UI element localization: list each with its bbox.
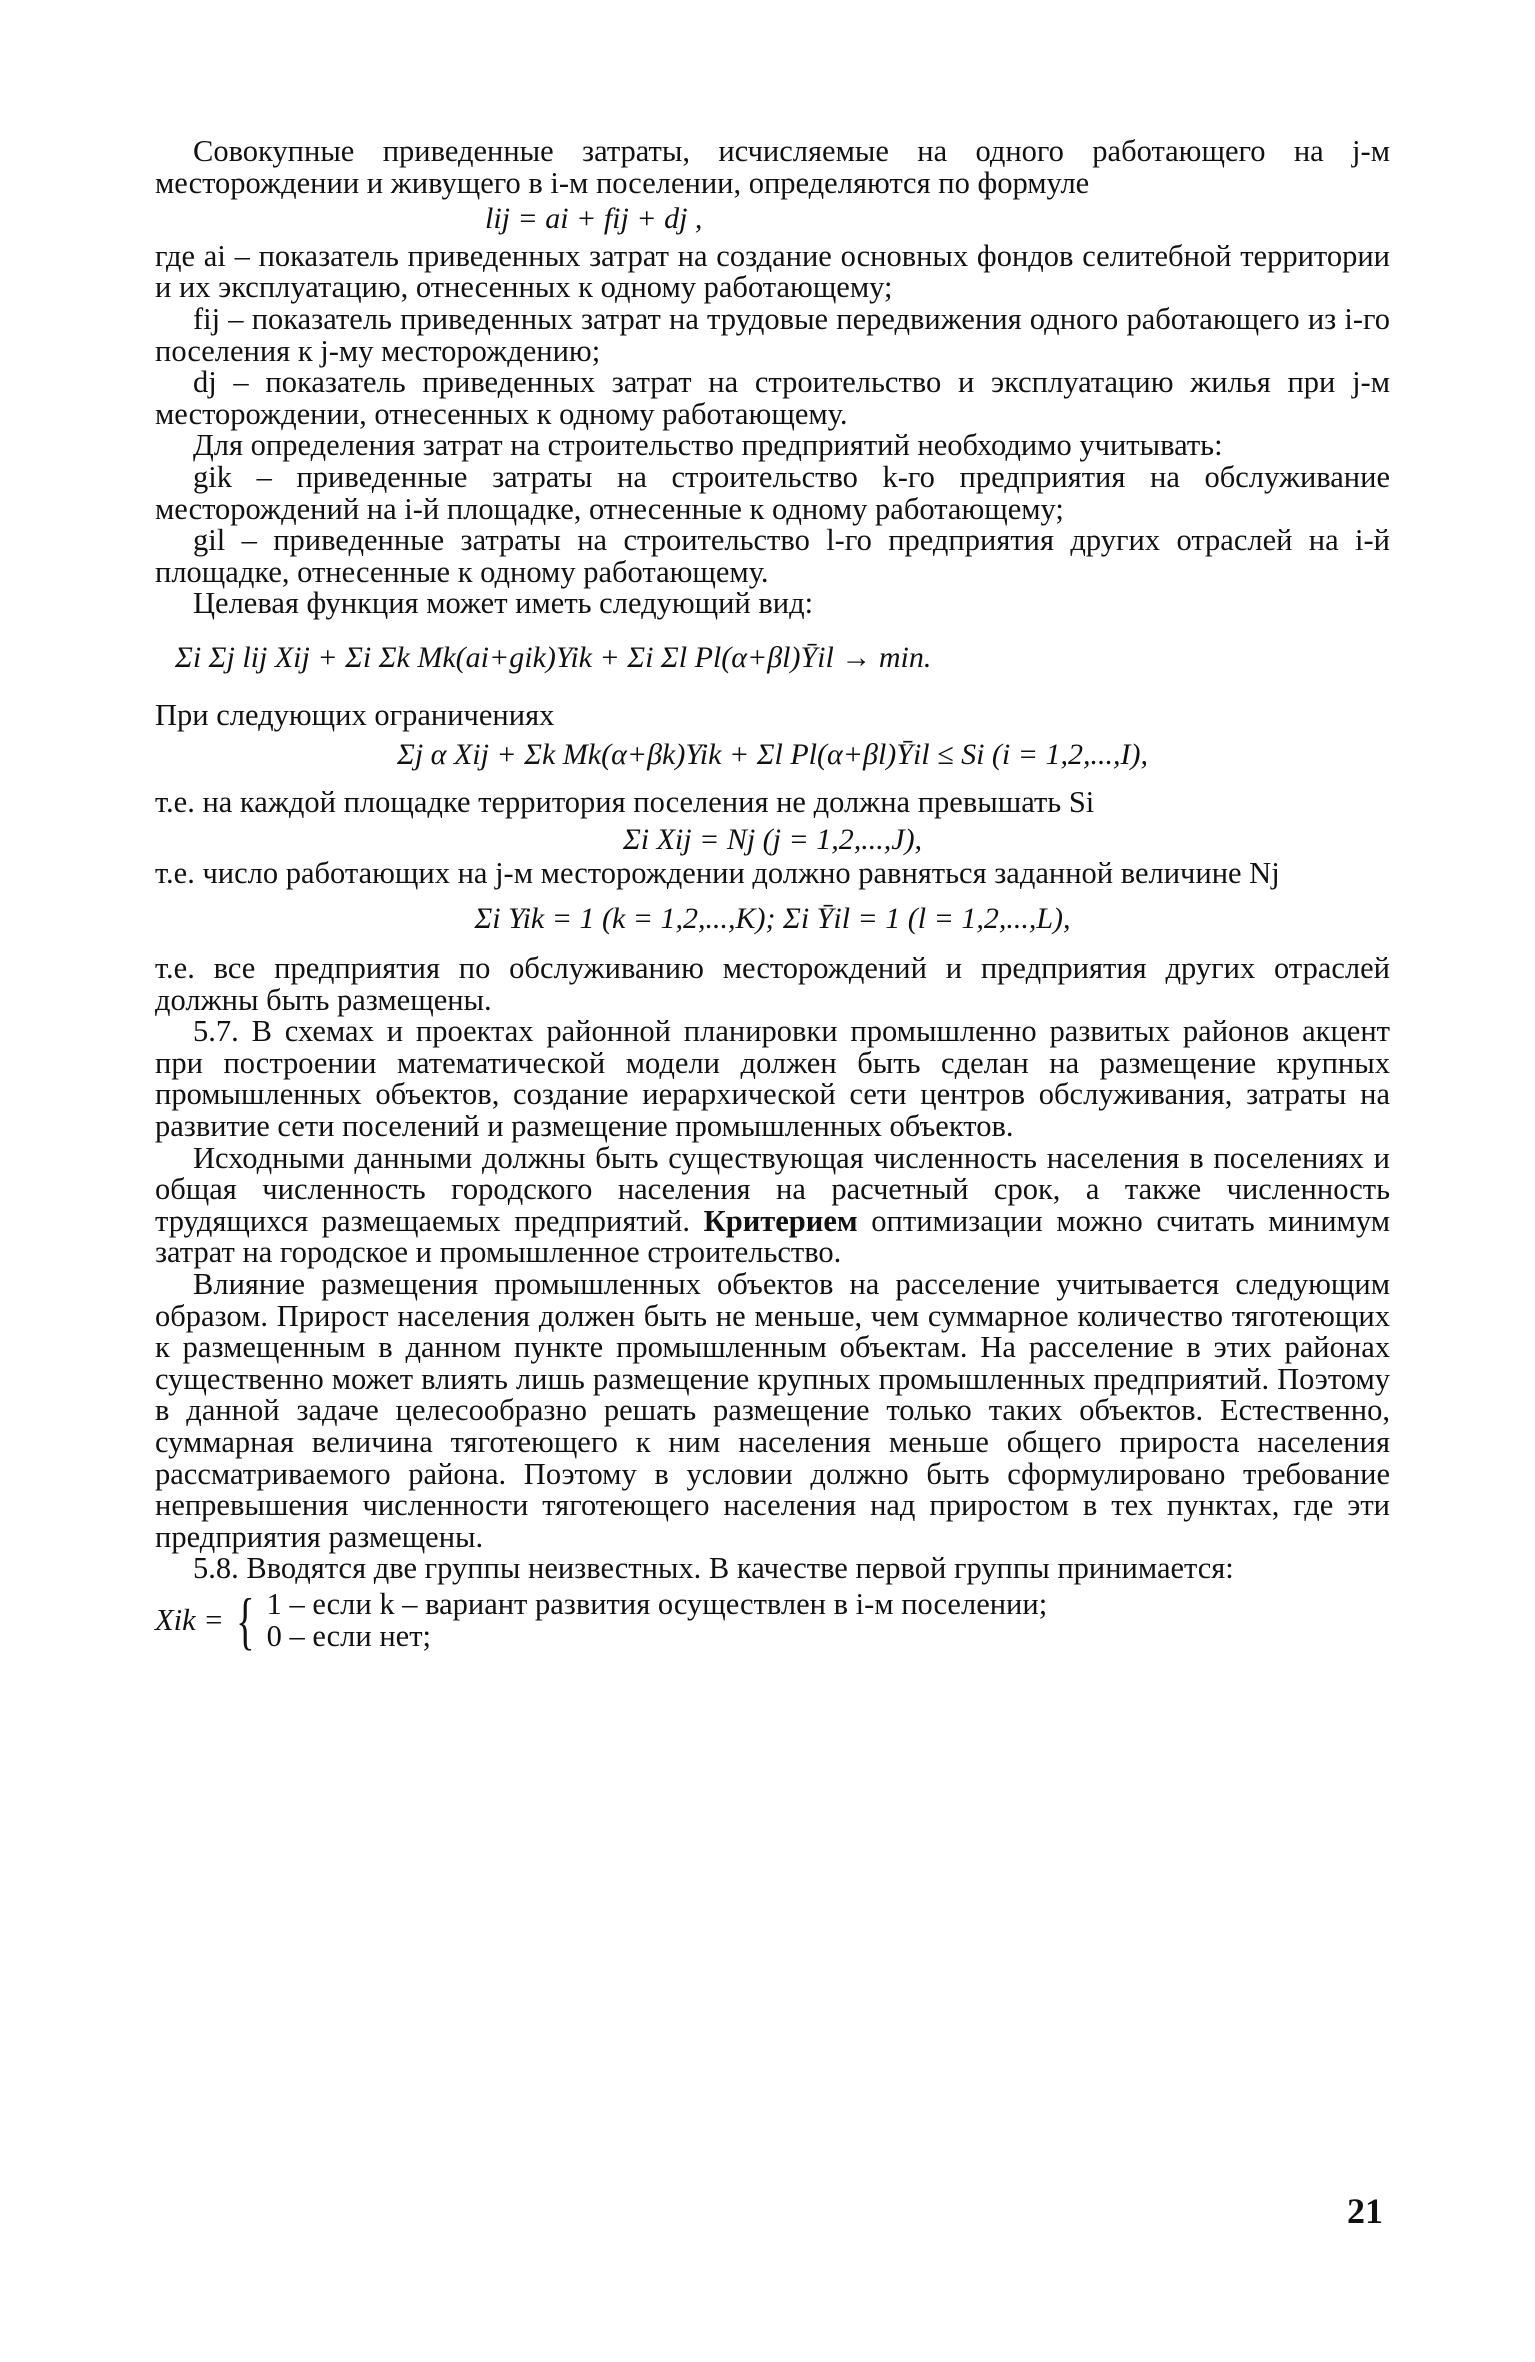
paragraph-influence: Влияние размещения промышленных объектов на расселение учитывается следующим образом. Прирост населения должен быть не меньше, чем суммарное количество тяготеющих к размещенным в данном пункте промышленным объектам. На расселение в этих районах существенно может влиять лишь размещение крупных промышленных предприятий. Поэтому в данной задаче целесообразно решать размещение только таких объектов. Естественно, суммарная величина тяготеющего к ним населения меньше общего прироста населения рассматриваемого района. Поэтому в условии должно быть сформулировано требование непревышения численности тяготеющего населения над приростом в тех пунктах, где эти предприятия размещены. — [155, 1267, 1390, 1554]
cost-formula: lij = ai + fij + dj , — [485, 202, 703, 236]
intro-paragraph: Совокупные приведенные затраты, исчисляемые на одного работающего на j-м месторождении и живущего в i-м поселении, определяются по формуле — [155, 134, 1390, 200]
constraint-area-note: т.е. на каждой площадке территория поселения не должна превышать Si — [155, 784, 1095, 819]
paragraph-5-8: 5.8. Вводятся две группы неизвестных. В качестве первой группы принимается: — [193, 1551, 1234, 1586]
paragraph-5-7: 5.7. В схемах и проектах районной планировки промышленно развитых районов акцент при построении математической модели должен быть сделан на размещение крупных промышленных объектов, создание иерархической сети центров обслуживания, затраты на развитие сети поселений и размещение промышленных объектов. — [155, 1014, 1390, 1144]
definition-a: где ai – показатель приведенных затрат на создание основных фондов селитебной территории и их эксплуатацию, отнесенных к одному работающему; — [155, 238, 1390, 305]
constraint-workers: Σi Xij = Nj (j = 1,2,...,J), — [622, 823, 923, 857]
page-number: 21 — [1347, 2191, 1383, 2231]
criterion-word: Критерием — [703, 1203, 858, 1238]
initial-data-text: Исходными данными должны быть существующая численность населения в поселениях и общая численность городского населения на расчетный срок, а также численность трудящихся размещаемых предприятий. — [155, 1140, 1390, 1238]
brace-icon: { — [236, 1584, 255, 1656]
objective-function: Σi Σj lij Xij + Σi Σk Mk(ai+gik)Yik + Σi Σl Pl(α+βl)Ȳil → min. — [175, 640, 932, 674]
constraint-enterprises-note: т.е. все предприятия по обслуживанию месторождений и предприятия других отраслей должны быть размещены. — [155, 951, 1390, 1017]
initial-data-text-2: оптимизации можно считать минимум затрат на городское и промышленное строительство. — [155, 1203, 1390, 1270]
constraint-enterprises: Σi Yik = 1 (k = 1,2,...,K); Σi Ȳil = 1 (l = 1,2,...,L), — [474, 902, 1071, 936]
definition-d: dj – показатель приведенных затрат на строительство и эксплуатацию жилья при j-м месторождении, отнесенных к одному работающему. — [155, 365, 1390, 431]
constraint-area: Σj α Xij + Σk Mk(α+βk)Yik + Σl Pl(α+βl)Ȳil ≤ Si (i = 1,2,...,I), — [397, 738, 1148, 772]
constraints-intro: При следующих ограничениях — [155, 697, 555, 732]
x-definition — [155, 1584, 1390, 1656]
paragraph-initial-data — [155, 1140, 1390, 1270]
definition-g-ik: gik – приведенные затраты на строительство k-го предприятия на обслуживание месторождений на i-й площадке, отнесенные к одному работающему; — [155, 459, 1390, 526]
definition-g-il: gil – приведенные затраты на строительство l-го предприятия других отраслей на i-й площадке, отнесенные к одному работающему. — [155, 523, 1390, 589]
x-case-1: 1 – если k – вариант развития осуществлен в i-м поселении; — [266, 1586, 1048, 1621]
x-cases — [266, 1586, 1048, 1653]
body-text — [155, 134, 1390, 1656]
constraint-workers-note: т.е. число работающих на j-м месторождении должно равняться заданной величине Nj — [155, 855, 1280, 890]
x-lhs: Xik = — [155, 1602, 224, 1637]
definition-f: fij – показатель приведенных затрат на трудовые передвижения одного работающего из i-го поселения к j-му месторождению; — [155, 301, 1390, 368]
objective-intro: Целевая функция может иметь следующий вид: — [193, 586, 814, 621]
x-case-2: 0 – если нет; — [266, 1618, 431, 1653]
enterprise-intro: Для определения затрат на строительство предприятий необходимо учитывать: — [193, 428, 1223, 463]
